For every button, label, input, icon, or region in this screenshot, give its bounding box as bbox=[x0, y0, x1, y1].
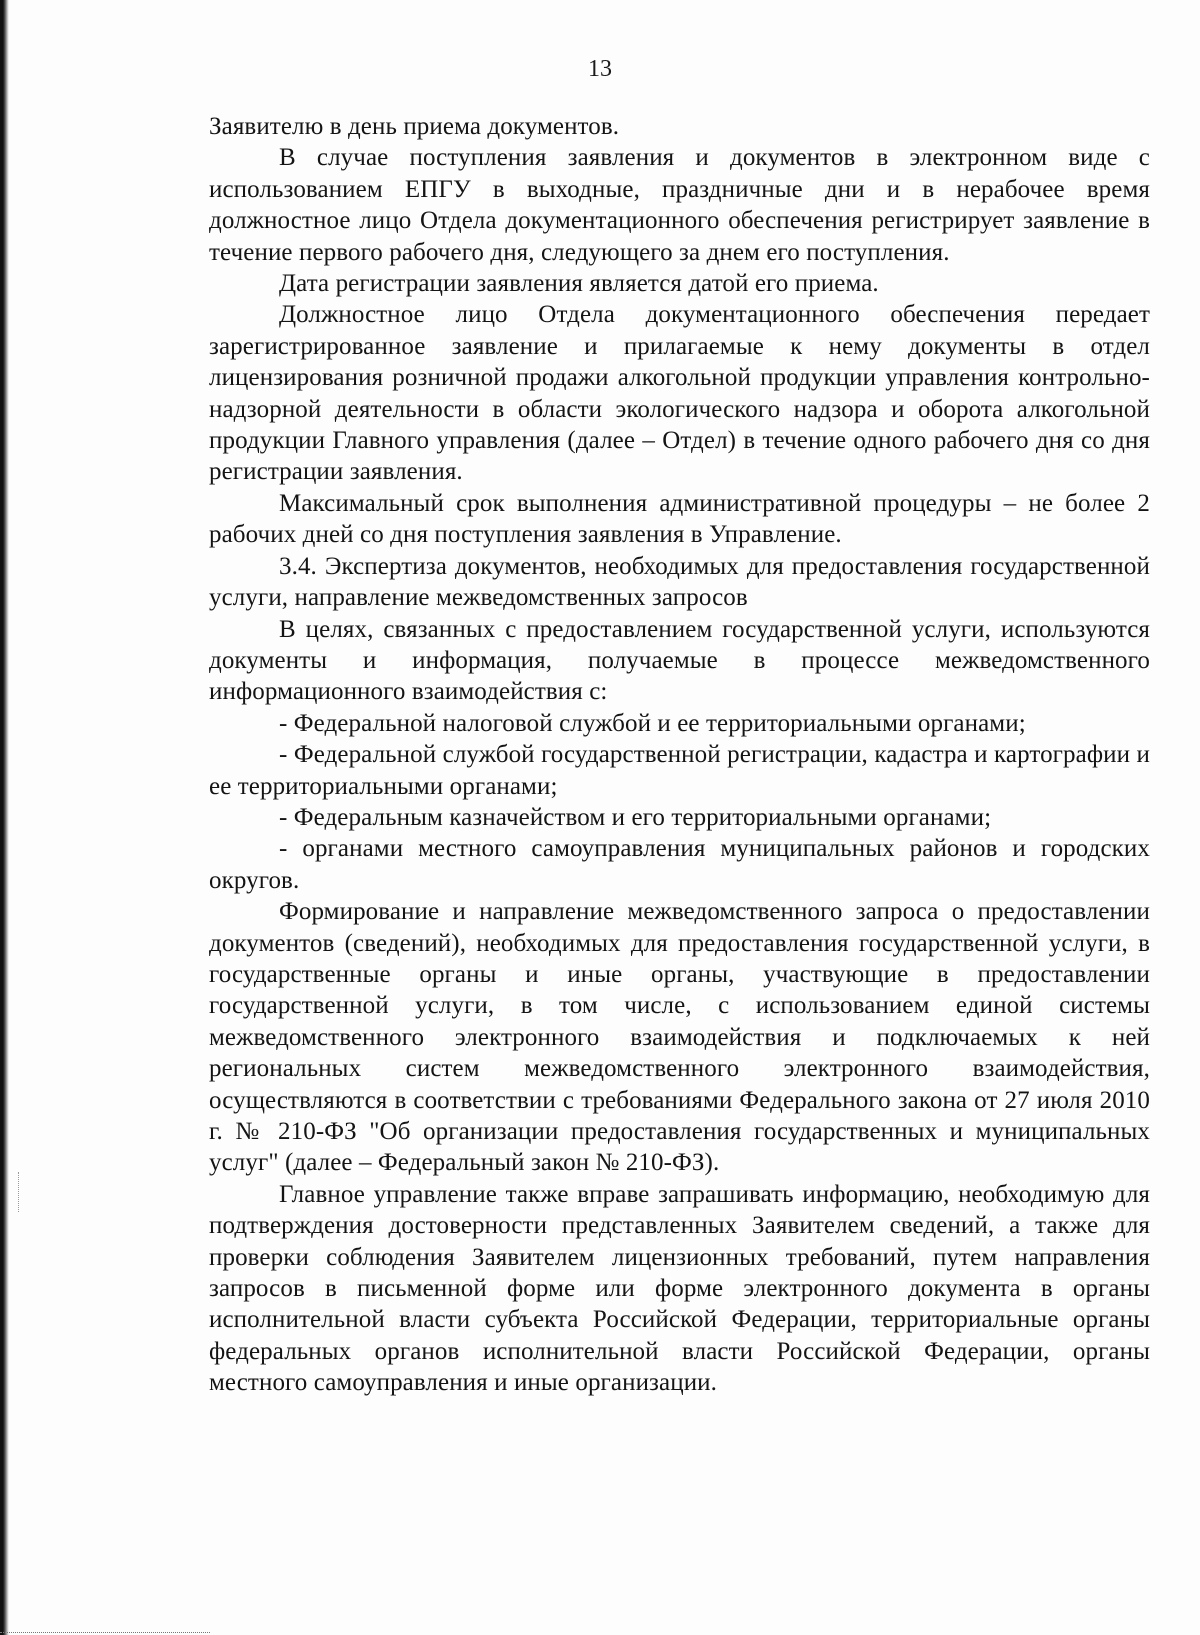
paragraph-1: Заявителю в день приема документов. bbox=[209, 113, 620, 140]
paragraph-2: В случае поступления заявления и документов в электронном виде с использованием ЕПГУ в выходные, праздничные дни и в нерабочее время должностное лицо Отдела документационного обеспечения регистрирует заявление в течение первого рабочего дня, следующего за днем его поступления. bbox=[209, 144, 1150, 266]
list-item-tax-service: - Федеральной налоговой службой и ее территориальными органами; bbox=[279, 709, 1026, 737]
scan-edge-shadow bbox=[0, 0, 9, 1635]
document-body bbox=[209, 111, 1150, 1399]
paragraph-12: Формирование и направление межведомственного запроса о предоставлении документов (сведений), необходимых для предоставления государственной услуги, в государственные органы и иные органы, участвующие в предоставлении государственной услуги, в том числе, с использованием единой системы межведомственного электронного взаимодействия и подключаемых к ней региональных систем межведомственного электронного взаимодействия, осуществляются в соответствии с требованиями Федерального закона от 27 июля 2010 г. № 210-ФЗ "Об организации предоставления государственных и муниципальных услуг" (далее – Федеральный закон № 210-ФЗ). bbox=[209, 898, 1150, 1177]
section-heading-3-4: 3.4. Экспертиза документов, необходимых для предоставления государственной услуги, направление межведомственных запросов bbox=[209, 552, 1150, 612]
list-item-local-government: - органами местного самоуправления муниципальных районов и городских округов. bbox=[209, 835, 1150, 894]
scan-artifact-mark bbox=[18, 1172, 21, 1212]
list-item-treasury: - Федеральным казначейством и его территориальными органами; bbox=[279, 803, 992, 831]
paragraph-3: Дата регистрации заявления является датой его приема. bbox=[279, 270, 879, 298]
paragraph-5: Максимальный срок выполнения административной процедуры – не более 2 рабочих дней со дня поступления заявления в Управление. bbox=[209, 489, 1150, 549]
list-item-registration-service: - Федеральной службой государственной регистрации, кадастра и картографии и ее территориальными органами; bbox=[209, 741, 1150, 800]
page-number: 13 bbox=[588, 56, 612, 82]
paragraph-13: Главное управление также вправе запрашивать информацию, необходимую для подтверждения достоверности представленных Заявителем сведений, а также для проверки соблюдения Заявителем лицензионных требований, путем направления запросов в письменной форме или форме электронного документа в органы исполнительной власти субъекта Российской Федерации, территориальные органы федеральных органов исполнительной власти Российской Федерации, органы местного самоуправления и иные организации. bbox=[209, 1180, 1150, 1397]
paragraph-7: В целях, связанных с предоставлением государственной услуги, используются документы и информация, получаемые в процессе межведомственного информационного взаимодействия с: bbox=[209, 615, 1150, 706]
paragraph-4: Должностное лицо Отдела документационного обеспечения передает зарегистрированное заявление и прилагаемые к нему документы в отдел лицензирования розничной продажи алкогольной продукции управления контрольно-надзорной деятельности в области экологического надзора и оборота алкогольной продукции Главного управления (далее – Отдел) в течение одного рабочего дня со дня регистрации заявления. bbox=[209, 301, 1150, 486]
